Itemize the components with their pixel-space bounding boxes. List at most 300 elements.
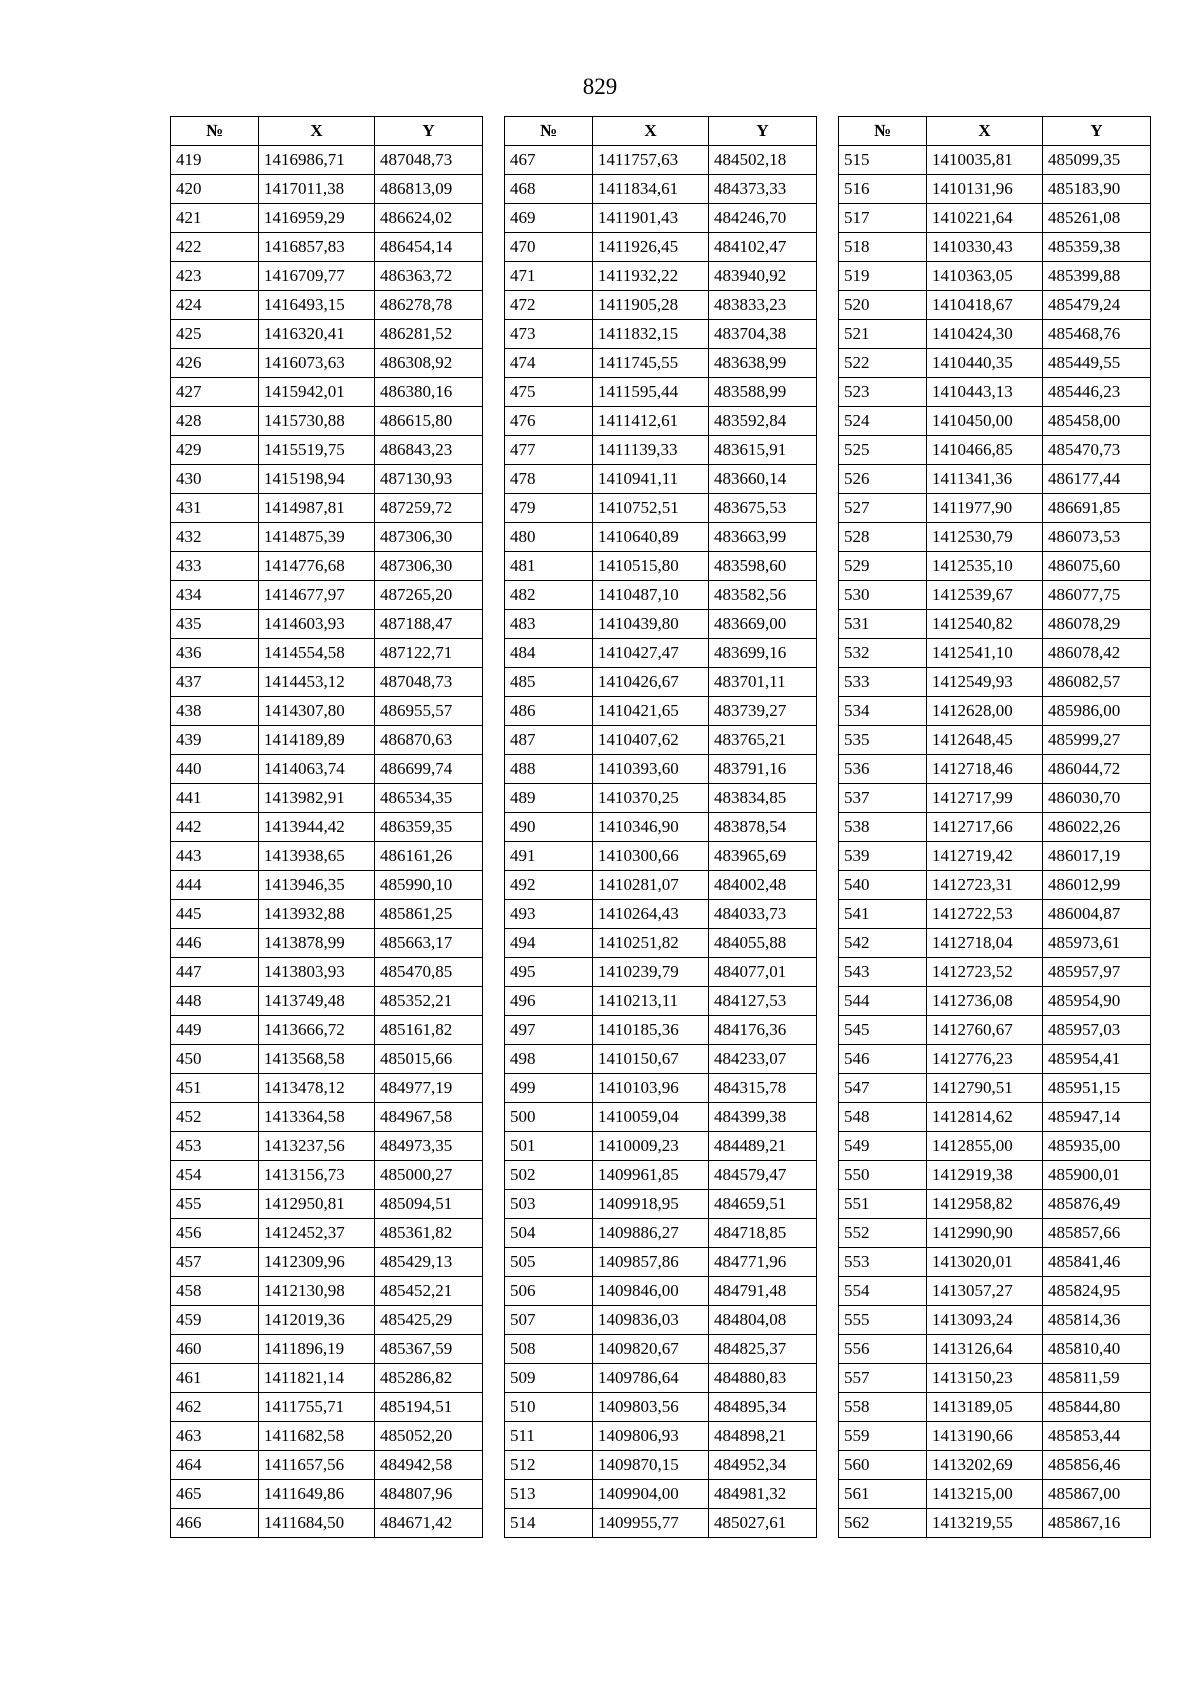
cell-x: 1412539,67 [927, 581, 1043, 610]
cell-number: 438 [171, 697, 259, 726]
table-row [839, 1335, 1151, 1364]
table-row [171, 465, 483, 494]
table-row [839, 1045, 1151, 1074]
cell-number: 477 [505, 436, 593, 465]
cell-x: 1411139,33 [593, 436, 709, 465]
table-row [171, 958, 483, 987]
cell-number: 443 [171, 842, 259, 871]
table-row [171, 610, 483, 639]
cell-y: 483704,38 [709, 320, 817, 349]
cell-x: 1410264,43 [593, 900, 709, 929]
table-row [839, 871, 1151, 900]
table-row [839, 639, 1151, 668]
cell-number: 429 [171, 436, 259, 465]
cell-y: 485161,82 [375, 1016, 483, 1045]
table-row [505, 1045, 817, 1074]
cell-number: 544 [839, 987, 927, 1016]
cell-number: 502 [505, 1161, 593, 1190]
cell-number: 470 [505, 233, 593, 262]
cell-number: 550 [839, 1161, 927, 1190]
cell-x: 1417011,38 [259, 175, 375, 204]
table-row [505, 726, 817, 755]
cell-y: 486870,63 [375, 726, 483, 755]
table-row [171, 552, 483, 581]
cell-number: 549 [839, 1132, 927, 1161]
cell-y: 484127,53 [709, 987, 817, 1016]
cell-y: 485999,27 [1043, 726, 1151, 755]
cell-number: 538 [839, 813, 927, 842]
cell-x: 1415519,75 [259, 436, 375, 465]
cell-x: 1413946,35 [259, 871, 375, 900]
cell-y: 483699,16 [709, 639, 817, 668]
cell-y: 483582,56 [709, 581, 817, 610]
cell-number: 525 [839, 436, 927, 465]
table-row [171, 146, 483, 175]
cell-y: 485452,21 [375, 1277, 483, 1306]
table-row [505, 900, 817, 929]
cell-y: 485954,41 [1043, 1045, 1151, 1074]
cell-number: 561 [839, 1480, 927, 1509]
table-row [505, 1480, 817, 1509]
table-row [171, 1190, 483, 1219]
page-number: 829 [582, 74, 618, 99]
table-row [505, 262, 817, 291]
cell-y: 485458,00 [1043, 407, 1151, 436]
table-row [505, 958, 817, 987]
table-row [839, 494, 1151, 523]
cell-number: 547 [839, 1074, 927, 1103]
table-row [171, 929, 483, 958]
cell-number: 497 [505, 1016, 593, 1045]
cell-y: 485844,80 [1043, 1393, 1151, 1422]
table-row [839, 987, 1151, 1016]
cell-x: 1413666,72 [259, 1016, 375, 1045]
cell-number: 534 [839, 697, 927, 726]
cell-x: 1414776,68 [259, 552, 375, 581]
table-row [839, 436, 1151, 465]
cell-number: 432 [171, 523, 259, 552]
cell-number: 500 [505, 1103, 593, 1132]
cell-number: 449 [171, 1016, 259, 1045]
cell-x: 1412990,90 [927, 1219, 1043, 1248]
cell-x: 1416073,63 [259, 349, 375, 378]
cell-y: 483675,53 [709, 494, 817, 523]
cell-y: 486363,72 [375, 262, 483, 291]
table-row [505, 378, 817, 407]
column-header-x: X [593, 117, 709, 146]
cell-number: 458 [171, 1277, 259, 1306]
cell-number: 453 [171, 1132, 259, 1161]
cell-y: 486454,14 [375, 233, 483, 262]
table-row [839, 755, 1151, 784]
cell-number: 445 [171, 900, 259, 929]
cell-number: 422 [171, 233, 259, 262]
table-row [505, 813, 817, 842]
cell-x: 1410131,96 [927, 175, 1043, 204]
cell-number: 461 [171, 1364, 259, 1393]
cell-number: 456 [171, 1219, 259, 1248]
cell-number: 471 [505, 262, 593, 291]
cell-number: 431 [171, 494, 259, 523]
cell-number: 430 [171, 465, 259, 494]
cell-x: 1413938,65 [259, 842, 375, 871]
table-row [505, 1364, 817, 1393]
cell-x: 1410450,00 [927, 407, 1043, 436]
cell-y: 485947,14 [1043, 1103, 1151, 1132]
table-row [505, 784, 817, 813]
cell-x: 1411412,61 [593, 407, 709, 436]
cell-y: 486380,16 [375, 378, 483, 407]
cell-y: 486813,09 [375, 175, 483, 204]
cell-x: 1410426,67 [593, 668, 709, 697]
cell-number: 553 [839, 1248, 927, 1277]
table-header-row [505, 117, 817, 146]
cell-x: 1413944,42 [259, 813, 375, 842]
cell-y: 484898,21 [709, 1422, 817, 1451]
column-header-y: Y [1043, 117, 1151, 146]
table-row [171, 407, 483, 436]
cell-y: 484055,88 [709, 929, 817, 958]
cell-y: 483940,92 [709, 262, 817, 291]
cell-y: 483739,27 [709, 697, 817, 726]
table-row [171, 697, 483, 726]
cell-number: 537 [839, 784, 927, 813]
cell-number: 466 [171, 1509, 259, 1538]
cell-y: 485183,90 [1043, 175, 1151, 204]
table-row [505, 1190, 817, 1219]
cell-y: 483592,84 [709, 407, 817, 436]
table-row [839, 1364, 1151, 1393]
table-row [171, 813, 483, 842]
table-row [505, 320, 817, 349]
cell-x: 1412919,38 [927, 1161, 1043, 1190]
cell-x: 1413932,88 [259, 900, 375, 929]
cell-number: 520 [839, 291, 927, 320]
cell-x: 1409918,95 [593, 1190, 709, 1219]
table-row [839, 1393, 1151, 1422]
cell-y: 485000,27 [375, 1161, 483, 1190]
table-row [839, 262, 1151, 291]
cell-x: 1413878,99 [259, 929, 375, 958]
cell-number: 533 [839, 668, 927, 697]
column-header-x: X [927, 117, 1043, 146]
cell-x: 1414677,97 [259, 581, 375, 610]
cell-x: 1412530,79 [927, 523, 1043, 552]
cell-y: 485194,51 [375, 1393, 483, 1422]
table-row [505, 1248, 817, 1277]
cell-number: 451 [171, 1074, 259, 1103]
cell-number: 440 [171, 755, 259, 784]
cell-y: 483660,14 [709, 465, 817, 494]
cell-y: 485876,49 [1043, 1190, 1151, 1219]
table-row [505, 1335, 817, 1364]
table-row [839, 813, 1151, 842]
cell-number: 539 [839, 842, 927, 871]
cell-number: 542 [839, 929, 927, 958]
cell-number: 507 [505, 1306, 593, 1335]
cell-number: 560 [839, 1451, 927, 1480]
cell-number: 490 [505, 813, 593, 842]
cell-x: 1412717,99 [927, 784, 1043, 813]
cell-x: 1410752,51 [593, 494, 709, 523]
cell-x: 1410424,30 [927, 320, 1043, 349]
cell-x: 1409806,93 [593, 1422, 709, 1451]
cell-x: 1412723,52 [927, 958, 1043, 987]
table-row [171, 726, 483, 755]
cell-number: 484 [505, 639, 593, 668]
table-row [839, 1103, 1151, 1132]
table-row [171, 320, 483, 349]
table-row [839, 378, 1151, 407]
cell-y: 484671,42 [375, 1509, 483, 1538]
table-row [171, 1248, 483, 1277]
cell-y: 485479,24 [1043, 291, 1151, 320]
table-row [505, 494, 817, 523]
cell-x: 1412776,23 [927, 1045, 1043, 1074]
cell-x: 1409786,64 [593, 1364, 709, 1393]
table-row [505, 436, 817, 465]
cell-x: 1410185,36 [593, 1016, 709, 1045]
table-row [839, 1422, 1151, 1451]
cell-y: 483765,21 [709, 726, 817, 755]
cell-y: 484373,33 [709, 175, 817, 204]
cell-x: 1412549,93 [927, 668, 1043, 697]
cell-y: 485857,66 [1043, 1219, 1151, 1248]
cell-number: 543 [839, 958, 927, 987]
cell-y: 484771,96 [709, 1248, 817, 1277]
cell-number: 517 [839, 204, 927, 233]
cell-y: 485954,90 [1043, 987, 1151, 1016]
table-row [171, 1509, 483, 1538]
cell-y: 483834,85 [709, 784, 817, 813]
cell-y: 485099,35 [1043, 146, 1151, 175]
table-row [839, 1219, 1151, 1248]
cell-x: 1410427,47 [593, 639, 709, 668]
cell-y: 486078,42 [1043, 639, 1151, 668]
table-row [171, 1335, 483, 1364]
cell-y: 484077,01 [709, 958, 817, 987]
cell-y: 483588,99 [709, 378, 817, 407]
cell-number: 423 [171, 262, 259, 291]
cell-y: 485094,51 [375, 1190, 483, 1219]
cell-number: 439 [171, 726, 259, 755]
cell-number: 426 [171, 349, 259, 378]
cell-x: 1410059,04 [593, 1103, 709, 1132]
coordinate-table-2 [504, 116, 817, 1538]
cell-x: 1410103,96 [593, 1074, 709, 1103]
cell-x: 1416986,71 [259, 146, 375, 175]
cell-x: 1411832,15 [593, 320, 709, 349]
cell-x: 1414875,39 [259, 523, 375, 552]
cell-x: 1410221,64 [927, 204, 1043, 233]
table-row [171, 204, 483, 233]
cell-y: 486044,72 [1043, 755, 1151, 784]
cell-x: 1411595,44 [593, 378, 709, 407]
cell-y: 483638,99 [709, 349, 817, 378]
cell-number: 476 [505, 407, 593, 436]
cell-y: 484825,37 [709, 1335, 817, 1364]
cell-x: 1412790,51 [927, 1074, 1043, 1103]
cell-number: 496 [505, 987, 593, 1016]
cell-x: 1416959,29 [259, 204, 375, 233]
table-row [171, 1277, 483, 1306]
table-row [171, 1132, 483, 1161]
cell-number: 548 [839, 1103, 927, 1132]
table-row [171, 1306, 483, 1335]
table-row [171, 1074, 483, 1103]
cell-y: 484176,36 [709, 1016, 817, 1045]
cell-number: 462 [171, 1393, 259, 1422]
cell-number: 492 [505, 871, 593, 900]
cell-y: 487265,20 [375, 581, 483, 610]
cell-y: 485867,16 [1043, 1509, 1151, 1538]
cell-number: 546 [839, 1045, 927, 1074]
cell-x: 1413749,48 [259, 987, 375, 1016]
cell-number: 531 [839, 610, 927, 639]
cell-x: 1412540,82 [927, 610, 1043, 639]
cell-y: 486075,60 [1043, 552, 1151, 581]
cell-x: 1415730,88 [259, 407, 375, 436]
table-row [839, 349, 1151, 378]
cell-y: 485861,25 [375, 900, 483, 929]
table-row [171, 436, 483, 465]
cell-y: 486161,26 [375, 842, 483, 871]
cell-y: 485935,00 [1043, 1132, 1151, 1161]
cell-y: 485425,29 [375, 1306, 483, 1335]
table-row [171, 1219, 483, 1248]
cell-x: 1414063,74 [259, 755, 375, 784]
cell-number: 506 [505, 1277, 593, 1306]
cell-y: 485052,20 [375, 1422, 483, 1451]
cell-y: 483598,60 [709, 552, 817, 581]
cell-y: 485399,88 [1043, 262, 1151, 291]
cell-y: 484807,96 [375, 1480, 483, 1509]
cell-y: 485361,82 [375, 1219, 483, 1248]
cell-number: 508 [505, 1335, 593, 1364]
cell-y: 485429,13 [375, 1248, 483, 1277]
cell-number: 526 [839, 465, 927, 494]
cell-number: 521 [839, 320, 927, 349]
cell-number: 465 [171, 1480, 259, 1509]
cell-y: 486177,44 [1043, 465, 1151, 494]
cell-y: 484233,07 [709, 1045, 817, 1074]
cell-number: 469 [505, 204, 593, 233]
cell-y: 486843,23 [375, 436, 483, 465]
cell-x: 1411901,43 [593, 204, 709, 233]
cell-y: 486624,02 [375, 204, 483, 233]
table-row [839, 175, 1151, 204]
cell-x: 1409904,00 [593, 1480, 709, 1509]
table-body [505, 146, 817, 1538]
table-row [505, 1016, 817, 1045]
cell-y: 484246,70 [709, 204, 817, 233]
table-row [171, 291, 483, 320]
cell-x: 1411926,45 [593, 233, 709, 262]
cell-x: 1410487,10 [593, 581, 709, 610]
cell-y: 483701,11 [709, 668, 817, 697]
table-row [505, 233, 817, 262]
cell-y: 484967,58 [375, 1103, 483, 1132]
cell-x: 1410640,89 [593, 523, 709, 552]
cell-y: 484977,19 [375, 1074, 483, 1103]
column-header-number: № [171, 117, 259, 146]
cell-number: 558 [839, 1393, 927, 1422]
cell-y: 484880,83 [709, 1364, 817, 1393]
table-row [839, 581, 1151, 610]
cell-y: 483669,00 [709, 610, 817, 639]
cell-number: 452 [171, 1103, 259, 1132]
cell-number: 482 [505, 581, 593, 610]
cell-x: 1413189,05 [927, 1393, 1043, 1422]
cell-number: 480 [505, 523, 593, 552]
cell-x: 1409846,00 [593, 1277, 709, 1306]
table-row [839, 407, 1151, 436]
table-row [505, 1422, 817, 1451]
cell-x: 1411682,58 [259, 1422, 375, 1451]
table-row [505, 1161, 817, 1190]
table-row [839, 1480, 1151, 1509]
table-row [505, 523, 817, 552]
cell-x: 1416857,83 [259, 233, 375, 262]
cell-x: 1413364,58 [259, 1103, 375, 1132]
cell-y: 486017,19 [1043, 842, 1151, 871]
cell-number: 437 [171, 668, 259, 697]
cell-number: 488 [505, 755, 593, 784]
cell-number: 562 [839, 1509, 927, 1538]
cell-number: 474 [505, 349, 593, 378]
cell-number: 509 [505, 1364, 593, 1393]
cell-x: 1410439,80 [593, 610, 709, 639]
cell-y: 485957,97 [1043, 958, 1151, 987]
cell-x: 1412309,96 [259, 1248, 375, 1277]
cell-y: 486615,80 [375, 407, 483, 436]
table-row [505, 1132, 817, 1161]
table-row [839, 465, 1151, 494]
cell-number: 493 [505, 900, 593, 929]
cell-x: 1412723,31 [927, 871, 1043, 900]
cell-number: 545 [839, 1016, 927, 1045]
table-row [505, 552, 817, 581]
cell-number: 552 [839, 1219, 927, 1248]
cell-x: 1415942,01 [259, 378, 375, 407]
cell-y: 485470,85 [375, 958, 483, 987]
table-body [839, 146, 1151, 1538]
cell-x: 1411649,86 [259, 1480, 375, 1509]
cell-x: 1412855,00 [927, 1132, 1043, 1161]
cell-y: 484489,21 [709, 1132, 817, 1161]
cell-number: 441 [171, 784, 259, 813]
cell-number: 455 [171, 1190, 259, 1219]
cell-x: 1411821,14 [259, 1364, 375, 1393]
cell-x: 1412958,82 [927, 1190, 1043, 1219]
cell-x: 1414554,58 [259, 639, 375, 668]
cell-number: 481 [505, 552, 593, 581]
cell-y: 486699,74 [375, 755, 483, 784]
cell-x: 1416493,15 [259, 291, 375, 320]
table-row [171, 1016, 483, 1045]
cell-number: 536 [839, 755, 927, 784]
cell-y: 485352,21 [375, 987, 483, 1016]
cell-x: 1409857,86 [593, 1248, 709, 1277]
cell-y: 484315,78 [709, 1074, 817, 1103]
cell-number: 541 [839, 900, 927, 929]
cell-x: 1412452,37 [259, 1219, 375, 1248]
cell-y: 485261,08 [1043, 204, 1151, 233]
cell-x: 1414987,81 [259, 494, 375, 523]
cell-y: 485286,82 [375, 1364, 483, 1393]
cell-y: 485951,15 [1043, 1074, 1151, 1103]
cell-y: 485986,00 [1043, 697, 1151, 726]
